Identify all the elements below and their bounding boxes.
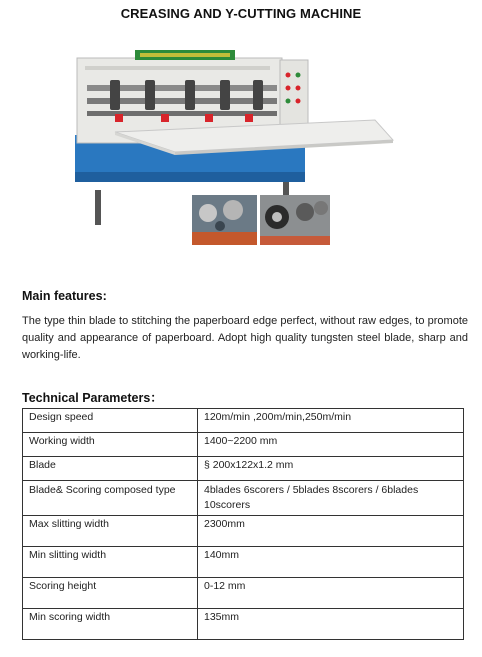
main-features-heading: Main features:: [22, 289, 107, 303]
param-label: Min slitting width: [23, 547, 198, 578]
main-features-text: The type thin blade to stitching the paperboard edge perfect, without raw edges, to promote quality and appearance of paperboard. Adopt high quality tungsten steel blade, sharp and working-life.: [22, 315, 468, 361]
param-label: Scoring height: [23, 578, 198, 609]
param-label: Blade: [23, 457, 198, 481]
param-label: Min scoring width: [23, 609, 198, 640]
table-row: [23, 547, 464, 578]
table-row: [23, 433, 464, 457]
param-label: Max slitting width: [23, 516, 198, 547]
machine-photo: [55, 40, 400, 250]
param-value: 135mm: [198, 609, 464, 640]
table-row: [23, 409, 464, 433]
param-value: 2300mm: [198, 516, 464, 547]
param-value: 140mm: [198, 547, 464, 578]
table-row: [23, 481, 464, 516]
param-value: § 200x122x1.2 mm: [198, 457, 464, 481]
table-row: [23, 516, 464, 547]
param-label: Working width: [23, 433, 198, 457]
technical-parameters-heading: Technical Parameters：: [22, 391, 163, 405]
blade-detail-photo: [192, 195, 257, 245]
table-row: [23, 457, 464, 481]
table-row: [23, 609, 464, 640]
param-label: Design speed: [23, 409, 198, 433]
param-label: Blade& Scoring composed type: [23, 481, 198, 516]
param-value: 1400~2200 mm: [198, 433, 464, 457]
page-title: CREASING AND Y-CUTTING MACHINE: [120, 6, 362, 21]
technical-parameters-table: [22, 408, 464, 640]
param-value: 4blades 6scorers / 5blades 8scorers / 6blades 10scorers: [198, 481, 464, 516]
param-value: 0-12 mm: [198, 578, 464, 609]
table-row: [23, 578, 464, 609]
scorer-detail-photo: [260, 195, 330, 245]
param-value: 120m/min ,200m/min,250m/min: [198, 409, 464, 433]
